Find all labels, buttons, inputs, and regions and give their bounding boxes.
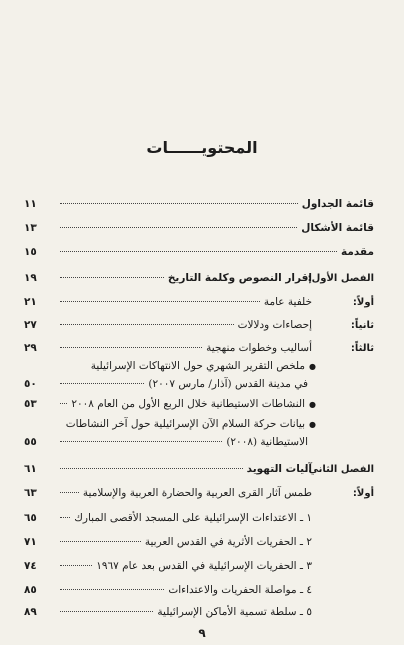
toc-page-number: ٢١: [24, 296, 37, 308]
toc-entry-text: قائمة الأشكال: [301, 222, 374, 234]
dot-leader: [60, 540, 141, 542]
toc-entry-intro[interactable]: [56, 246, 374, 258]
dot-leader: [60, 226, 297, 228]
dot-leader: [60, 564, 92, 566]
dot-leader: [60, 202, 298, 204]
toc-page-number: ١٥: [24, 246, 37, 258]
toc-page-number: ١٩: [24, 272, 37, 284]
toc-subsection[interactable]: [56, 584, 312, 596]
toc-entry-text: بيانات حركة السلام الآن الإسرائيلية حول آخر النشاطات: [65, 418, 306, 430]
toc-entry-text: في مدينة القدس (آذار/ مارس ٢٠٠٧): [148, 378, 308, 390]
toc-page-number: ٦٣: [24, 487, 37, 499]
toc-page-number: ٥٥: [24, 436, 37, 448]
toc-bullet-entry-cont: [56, 378, 308, 390]
toc-entry-text: ملخص التقرير الشهري حول الانتهاكات الإسرائيلية: [90, 360, 306, 372]
section-label: ثانياً:: [350, 320, 374, 331]
toc-entry-text: آليات التهويد: [246, 463, 312, 475]
dot-leader: [60, 402, 67, 404]
toc-entry-text: خلفية عامة: [263, 296, 312, 308]
dot-leader: [60, 491, 79, 493]
toc-page-number: ٧٤: [24, 560, 37, 572]
dot-leader: [60, 300, 260, 302]
toc-bullet-entry[interactable]: [56, 360, 316, 372]
toc-page-number: ٥٠: [24, 378, 37, 390]
toc-entry-text: ٥ ـ سلطة تسمية الأماكن الإسرائيلية: [157, 606, 312, 618]
toc-entry-text: الاستيطانية (٢٠٠٨): [226, 436, 308, 448]
toc-entry-text: إقرار النصوص وكلمة التاريخ: [167, 272, 312, 284]
toc-entry-text: ٣ ـ الحفريات الإسرائيلية في القدس بعد عام ١٩٦٧: [96, 560, 312, 572]
toc-entry-text: قائمة الجداول: [301, 198, 374, 210]
dot-leader: [60, 610, 153, 612]
toc-bullet-entry[interactable]: [56, 418, 316, 430]
chapter-label: الفصل الأول:: [307, 273, 374, 284]
section-label: أولاً:: [352, 297, 374, 308]
toc-section-1c[interactable]: [56, 342, 374, 354]
dot-leader: [60, 467, 243, 469]
dot-leader: [60, 588, 164, 590]
section-label: أولاً:: [352, 488, 374, 499]
toc-page-number: ٢٧: [24, 319, 37, 331]
section-label: ثالثاً:: [350, 343, 374, 354]
toc-bullet-entry-cont: [56, 436, 308, 448]
toc-entry-text: ١ ـ الاعتداءات الإسرائيلية على المسجد الأقصى المبارك: [74, 512, 312, 524]
toc-page-number: ٨٥: [24, 584, 37, 596]
toc-entry-figures[interactable]: [56, 222, 374, 234]
toc-entry-text: النشاطات الاستيطانية خلال الربع الأول من العام ٢٠٠٨: [71, 398, 306, 410]
toc-entry-text: مقدمة: [341, 246, 374, 258]
toc-chapter-2[interactable]: [56, 463, 374, 475]
toc-page-number: ٧١: [24, 536, 37, 548]
toc-page-number: ٦١: [24, 463, 37, 475]
toc-entry-text: طمس آثار القرى العربية والحضارة العربية والإسلامية: [82, 487, 312, 499]
page-number-footer: ٩: [198, 626, 206, 640]
toc-section-1b[interactable]: [56, 319, 374, 331]
toc-entry-tables[interactable]: [56, 198, 374, 210]
toc-entry-text: أساليب وخطوات منهجية: [206, 342, 312, 354]
toc-chapter-1[interactable]: [56, 272, 374, 284]
toc-entry-text: ٤ ـ مواصلة الحفريات والاعتداءات: [168, 584, 312, 596]
toc-section-2a[interactable]: [56, 487, 374, 499]
bullet-icon: ●: [309, 420, 316, 429]
toc-entry-text: إحصاءات ودلالات: [237, 319, 312, 331]
bullet-icon: ●: [309, 362, 316, 371]
toc-subsection[interactable]: [56, 512, 312, 524]
toc-page-number: ٦٥: [24, 512, 37, 524]
dot-leader: [60, 346, 202, 348]
toc-section-1a[interactable]: [56, 296, 374, 308]
page-title: المحتويــــــات: [146, 138, 258, 157]
toc-subsection[interactable]: [56, 536, 312, 548]
toc-page-number: ٢٩: [24, 342, 37, 354]
dot-leader: [60, 516, 70, 518]
chapter-label: الفصل الثاني:: [304, 464, 374, 475]
toc-page-number: ٥٣: [24, 398, 37, 410]
dot-leader: [60, 323, 234, 325]
toc-page-number: ١١: [24, 198, 37, 210]
toc-subsection[interactable]: [56, 606, 312, 618]
dot-leader: [60, 382, 144, 384]
toc-page-number: ٨٩: [24, 606, 37, 618]
toc-subsection[interactable]: [56, 560, 312, 572]
dot-leader: [60, 250, 337, 252]
dot-leader: [60, 276, 164, 278]
toc-page-number: ١٣: [24, 222, 37, 234]
dot-leader: [60, 440, 222, 442]
bullet-icon: ●: [309, 400, 316, 409]
toc-entry-text: ٢ ـ الحفريات الأثرية في القدس العربية: [144, 536, 312, 548]
toc-bullet-entry[interactable]: [56, 398, 316, 410]
